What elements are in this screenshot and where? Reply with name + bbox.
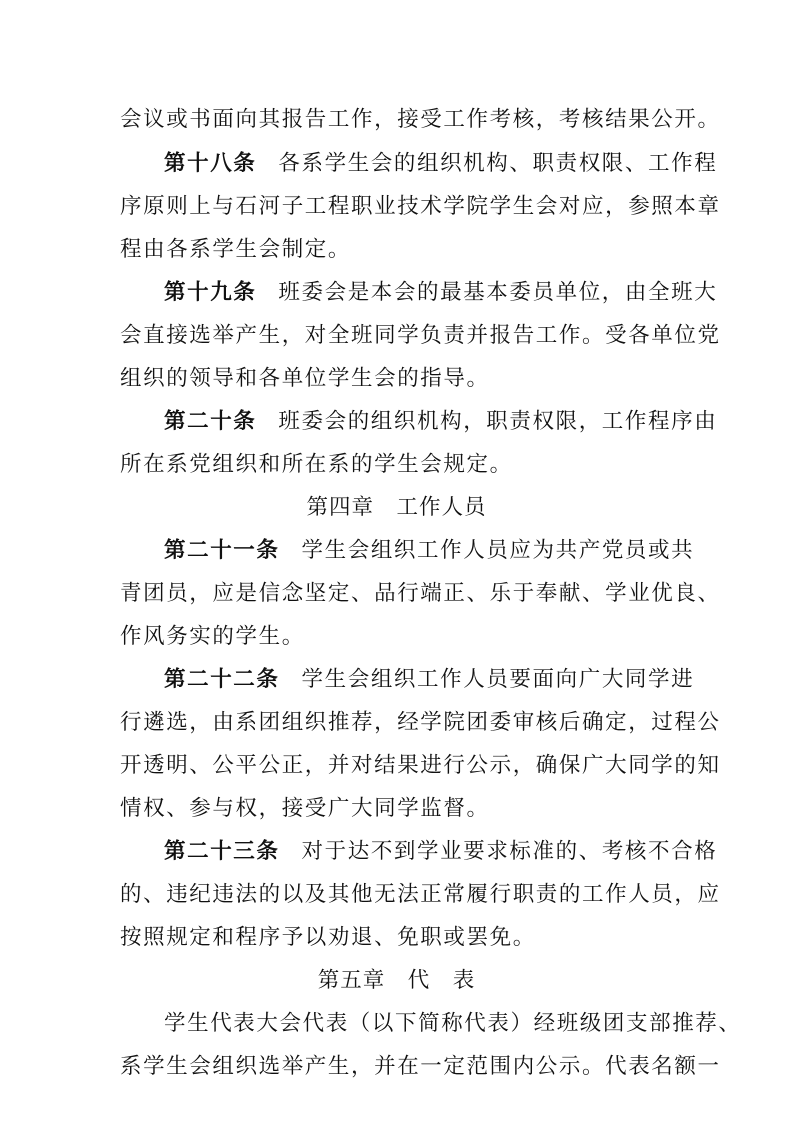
- article-label: 第十九条: [164, 280, 257, 305]
- article-22-line: [164, 666, 694, 694]
- article-text: 学生会组织工作人员要面向广大同学进: [301, 667, 695, 692]
- article-label: 第二十一条: [164, 538, 280, 563]
- text-line: 学生代表大会代表（以下简称代表）经班级团支部推荐、: [164, 1011, 742, 1036]
- text-line: 的、违纪违法的以及其他无法正常履行职责的工作人员，应: [120, 882, 721, 907]
- text-line: 青团员，应是信念坚定、品行端正、乐于奉献、学业优良、: [120, 581, 721, 606]
- text-line: 会直接选举产生，对全班同学负责并报告工作。受各单位党: [120, 323, 721, 348]
- text-line: 按照规定和程序予以劝退、免职或罢免。: [120, 925, 536, 950]
- article-20-line: [164, 408, 717, 436]
- text-line: 行遴选，由系团组织推荐，经学院团委审核后确定，过程公: [120, 710, 721, 735]
- chapter-4-heading: 第四章 工作人员: [306, 495, 487, 520]
- text-line: 作风务实的学生。: [120, 624, 305, 649]
- article-18-line: [164, 150, 717, 178]
- text-line: 情权、参与权，接受广大同学监督。: [120, 796, 490, 821]
- article-label: 第二十二条: [164, 667, 280, 692]
- article-23-line: [164, 838, 717, 866]
- text-line: 序原则上与石河子工程职业技术学院学生会对应，参照本章: [120, 194, 721, 219]
- text-line: 会议或书面向其报告工作，接受工作考核，考核结果公开。: [120, 107, 721, 132]
- text-line: 组织的领导和各单位学生会的指导。: [120, 366, 490, 391]
- article-text: 对于达不到学业要求标准的、考核不合格: [301, 839, 718, 864]
- article-21-line: [164, 537, 694, 565]
- article-19-line: [164, 279, 717, 307]
- text-line: 程由各系学生会制定。: [120, 237, 352, 262]
- article-text: 学生会组织工作人员应为共产党员或共: [301, 538, 695, 563]
- article-label: 第十八条: [164, 151, 257, 176]
- article-label: 第二十三条: [164, 839, 280, 864]
- text-line: 所在系党组织和所在系的学生会规定。: [120, 452, 513, 477]
- text-line: 开透明、公平公正，并对结果进行公示，确保广大同学的知: [120, 753, 721, 778]
- article-text: 班委会是本会的最基本委员单位，由全班大: [278, 280, 718, 305]
- article-text: 各系学生会的组织机构、职责权限、工作程: [278, 151, 718, 176]
- article-text: 班委会的组织机构，职责权限，工作程序由: [278, 409, 718, 434]
- text-line: 系学生会组织选举产生，并在一定范围内公示。代表名额一: [120, 1054, 721, 1079]
- article-label: 第二十条: [164, 409, 257, 434]
- chapter-5-heading: 第五章 代 表: [317, 968, 476, 993]
